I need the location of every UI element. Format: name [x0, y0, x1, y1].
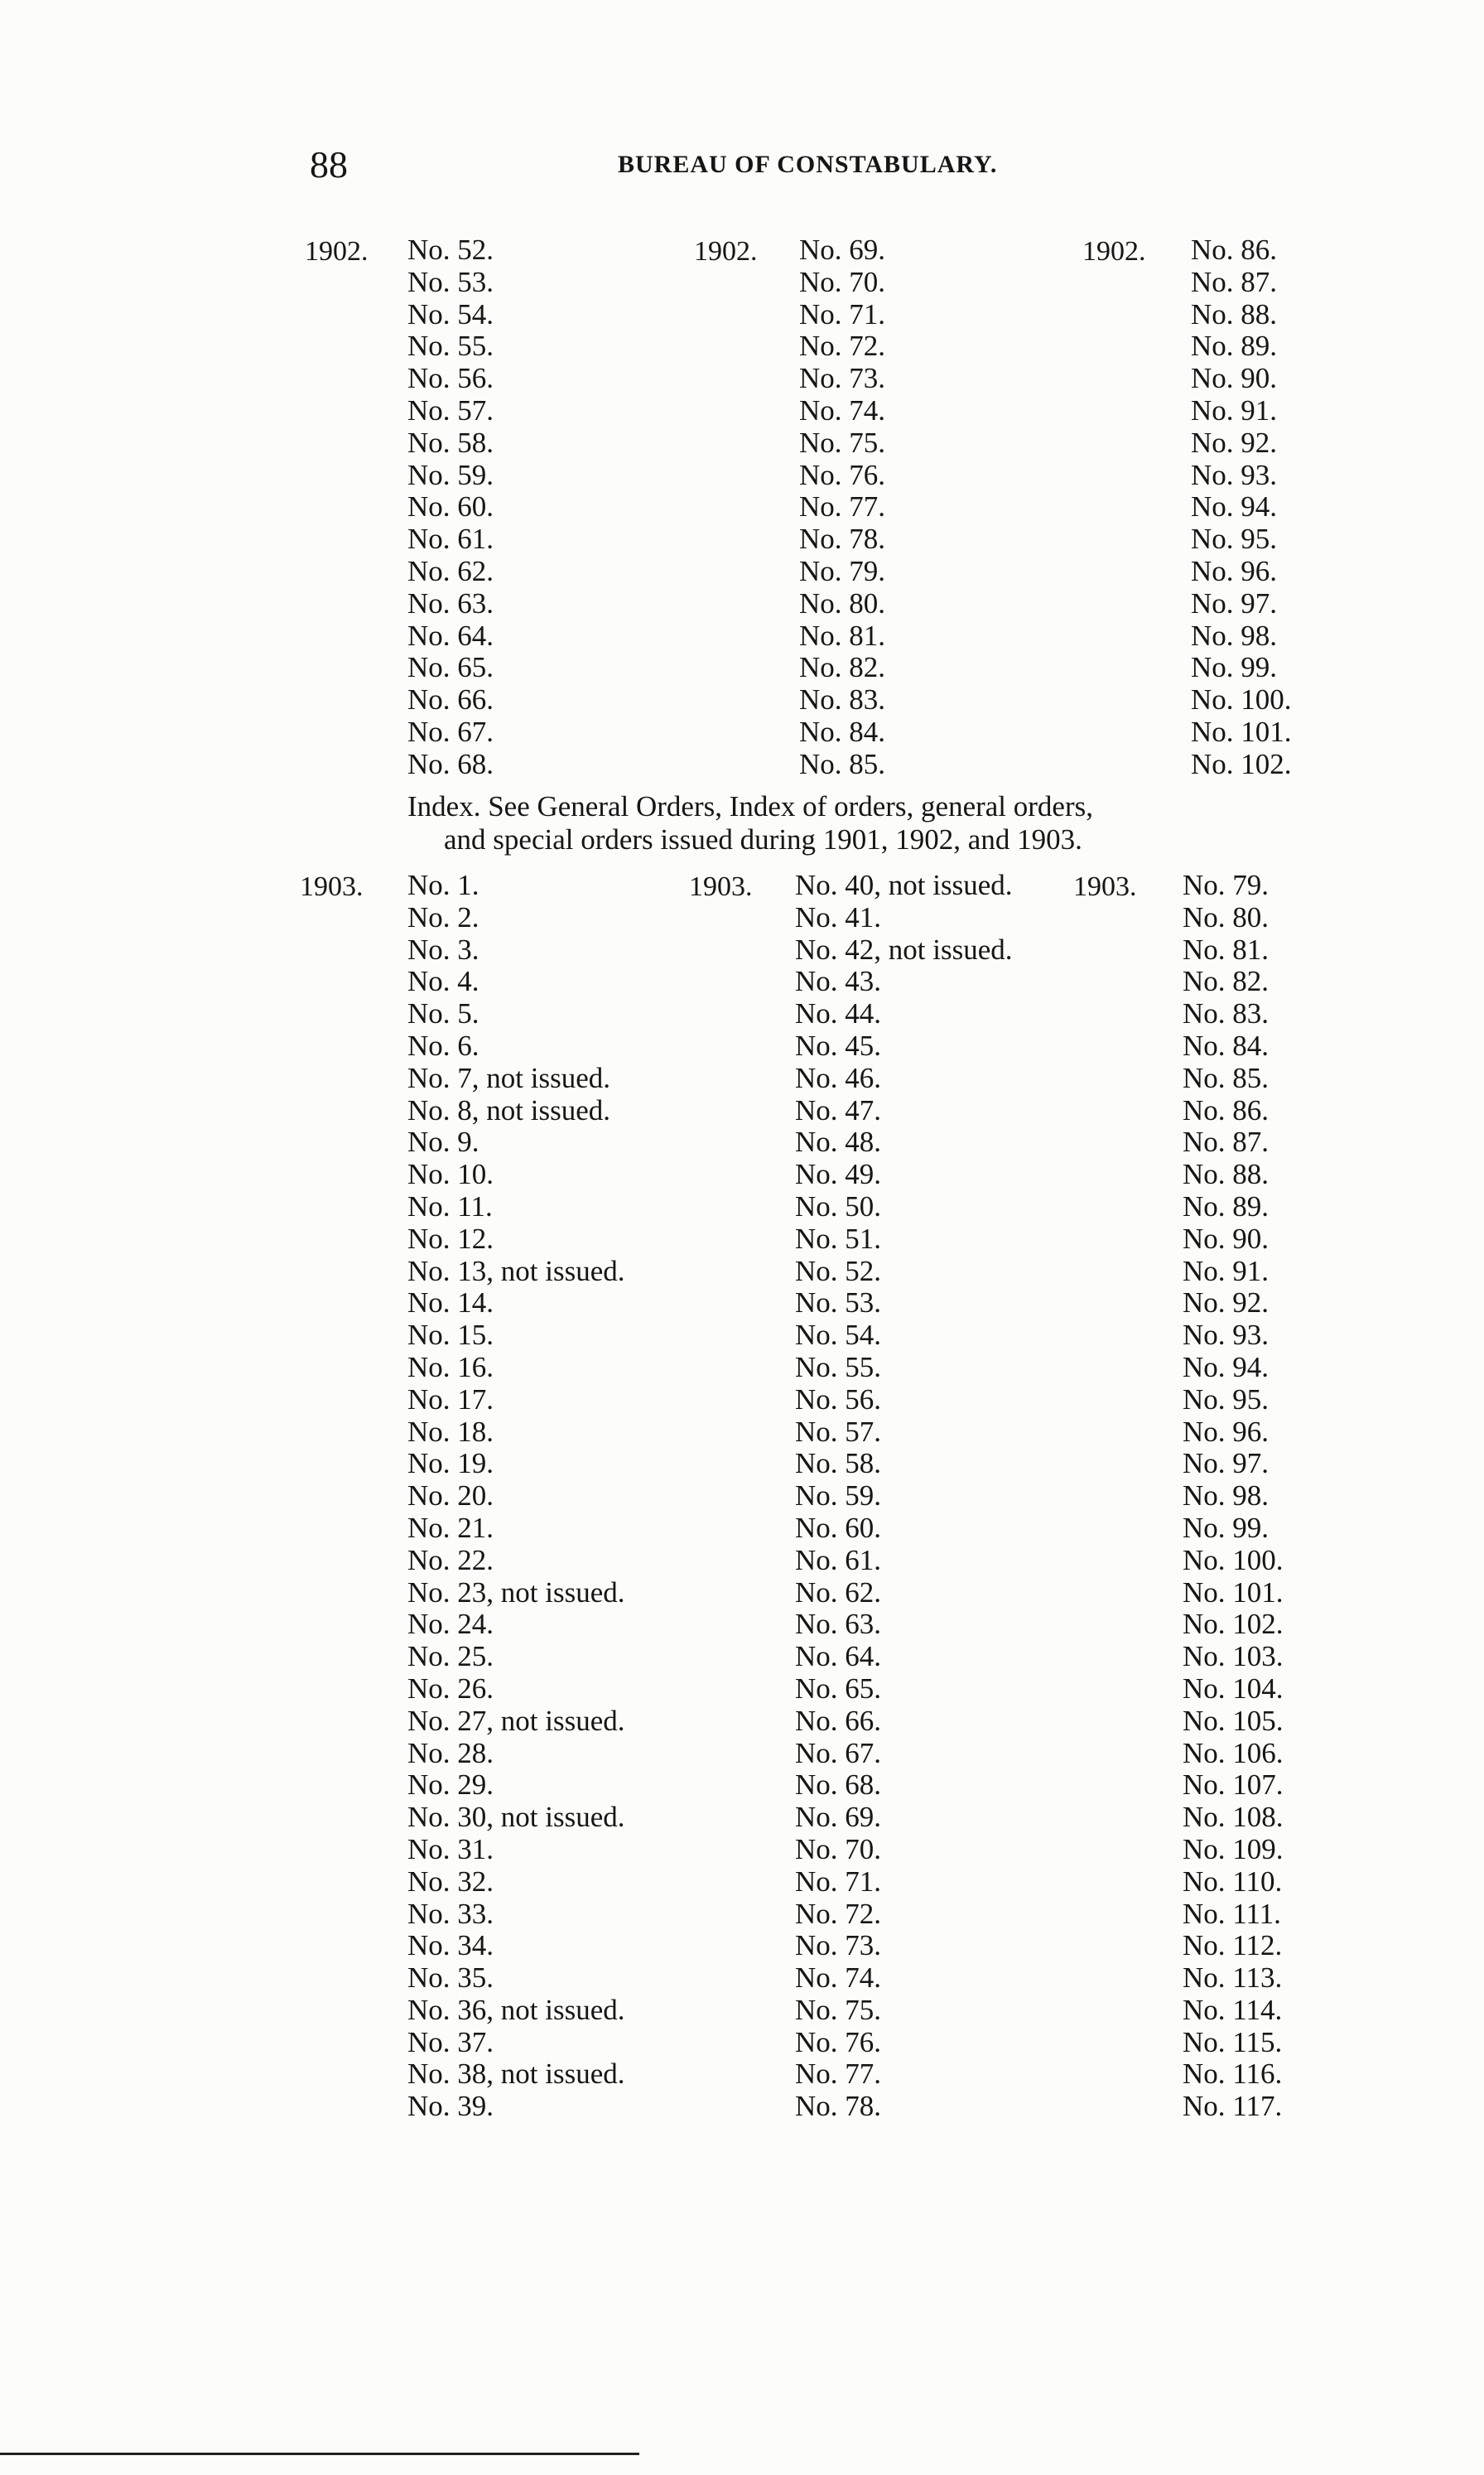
order-entry: No. 64. [407, 619, 494, 652]
order-entry: No. 68. [407, 747, 494, 780]
order-entry: No. 73. [799, 362, 886, 395]
order-entry: No. 56. [795, 1382, 882, 1416]
order-entry: No. 38, not issued. [407, 2058, 625, 2091]
order-entry: No. 56. [407, 362, 494, 395]
order-entry: No. 35. [407, 1961, 494, 1995]
order-entry: No. 6. [407, 1029, 479, 1062]
order-entry: No. 91. [1191, 393, 1278, 427]
order-entry: No. 101. [1183, 1575, 1284, 1609]
order-entry: No. 77. [795, 2058, 882, 2091]
order-entry: No. 65. [795, 1672, 882, 1705]
order-entry: No. 34. [407, 1929, 494, 1962]
order-entry: No. 80. [1183, 900, 1270, 934]
order-entry: No. 92. [1191, 426, 1278, 459]
order-entry: No. 19. [407, 1447, 494, 1480]
order-entry: No. 116. [1183, 2058, 1283, 2091]
order-entry: No. 13, not issued. [407, 1254, 625, 1287]
order-entry: No. 55. [795, 1350, 882, 1383]
order-entry: No. 29. [407, 1768, 494, 1802]
order-entry: No. 88. [1183, 1158, 1270, 1191]
order-entry: No. 89. [1191, 330, 1278, 363]
order-entry: No. 40, not issued. [795, 869, 1013, 901]
order-entry: No. 59. [407, 458, 494, 491]
order-entry: No. 43. [795, 965, 882, 998]
index-note-line: Index. See General Orders, Index of orders, general orders, [407, 790, 1093, 823]
order-entry: No. 76. [799, 458, 886, 491]
order-entry: No. 66. [795, 1704, 882, 1737]
order-entry: No. 20. [407, 1479, 494, 1512]
order-entry: No. 98. [1183, 1479, 1270, 1512]
order-entry: No. 26. [407, 1672, 494, 1705]
order-entry: No. 70. [795, 1832, 882, 1865]
order-entry: No. 52. [795, 1254, 882, 1287]
order-entry: No. 70. [799, 265, 886, 298]
order-entry: No. 105. [1183, 1704, 1284, 1737]
order-column [1183, 870, 1284, 2123]
order-entry: No. 100. [1191, 683, 1292, 716]
order-entry: No. 60. [795, 1511, 882, 1544]
order-entry: No. 25. [407, 1640, 494, 1673]
order-entry: No. 108. [1183, 1801, 1284, 1834]
order-entry: No. 96. [1183, 1415, 1270, 1448]
order-entry: No. 114. [1183, 1993, 1283, 2026]
order-entry: No. 112. [1183, 1929, 1283, 1962]
order-entry: No. 98. [1191, 619, 1278, 652]
year-label: 1902. [305, 236, 369, 267]
year-label: 1902. [1082, 236, 1146, 267]
order-entry: No. 22. [407, 1543, 494, 1576]
order-entry: No. 72. [795, 1897, 882, 1930]
order-entry: No. 94. [1183, 1350, 1270, 1383]
order-entry: No. 90. [1191, 362, 1278, 395]
order-entry: No. 55. [407, 330, 494, 363]
order-entry: No. 76. [795, 2025, 882, 2058]
order-entry: No. 9. [407, 1126, 479, 1159]
order-entry: No. 80. [799, 586, 886, 620]
order-entry: No. 93. [1183, 1319, 1270, 1352]
order-entry: No. 78. [799, 523, 886, 556]
order-entry: No. 99. [1191, 651, 1278, 684]
order-entry: No. 37. [407, 2025, 494, 2058]
order-entry: No. 65. [407, 651, 494, 684]
order-entry: No. 23, not issued. [407, 1575, 625, 1609]
order-entry: No. 58. [795, 1447, 882, 1480]
order-entry: No. 99. [1183, 1511, 1270, 1544]
order-entry: No. 45. [795, 1029, 882, 1062]
order-entry: No. 109. [1183, 1832, 1284, 1865]
order-entry: No. 91. [1183, 1254, 1270, 1287]
order-entry: No. 14. [407, 1286, 494, 1320]
order-entry: No. 88. [1191, 297, 1278, 330]
order-entry: No. 69. [795, 1801, 882, 1834]
order-entry: No. 84. [1183, 1029, 1270, 1062]
order-entry: No. 115. [1183, 2025, 1283, 2058]
order-entry: No. 96. [1191, 554, 1278, 587]
order-entry: No. 81. [1183, 933, 1270, 966]
order-entry: No. 54. [795, 1319, 882, 1352]
order-entry: No. 32. [407, 1865, 494, 1898]
year-label: 1903. [300, 871, 364, 902]
order-entry: No. 110. [1183, 1865, 1283, 1898]
index-note-line: and special orders issued during 1901, 1902, and 1903. [444, 823, 1082, 856]
order-entry: No. 8, not issued. [407, 1093, 610, 1127]
order-entry: No. 72. [799, 330, 886, 363]
order-entry: No. 97. [1191, 586, 1278, 620]
order-entry: No. 44. [795, 997, 882, 1030]
order-entry: No. 104. [1183, 1672, 1284, 1705]
order-entry: No. 68. [795, 1768, 882, 1802]
order-entry: No. 106. [1183, 1736, 1284, 1769]
year-label: 1903. [1073, 871, 1137, 902]
order-entry: No. 95. [1183, 1382, 1270, 1416]
order-entry: No. 61. [407, 523, 494, 556]
order-column [407, 870, 625, 2123]
order-entry: No. 87. [1183, 1126, 1270, 1159]
order-column [407, 234, 494, 781]
order-entry: No. 86. [1183, 1093, 1270, 1127]
order-entry: No. 46. [795, 1061, 882, 1094]
order-entry: No. 89. [1183, 1189, 1270, 1223]
order-entry: No. 53. [407, 265, 494, 298]
order-entry: No. 33. [407, 1897, 494, 1930]
order-entry: No. 64. [795, 1640, 882, 1673]
order-entry: No. 39. [407, 2090, 494, 2123]
order-entry: No. 16. [407, 1350, 494, 1383]
order-column [799, 234, 885, 781]
order-entry: No. 95. [1191, 523, 1278, 556]
order-entry: No. 74. [799, 393, 886, 427]
order-entry: No. 85. [1183, 1061, 1270, 1094]
order-entry: No. 71. [799, 297, 886, 330]
order-entry: No. 4. [407, 965, 479, 998]
order-entry: No. 49. [795, 1158, 882, 1191]
order-entry: No. 87. [1191, 265, 1278, 298]
order-entry: No. 62. [795, 1575, 882, 1609]
order-entry: No. 92. [1183, 1286, 1270, 1320]
order-entry: No. 75. [795, 1993, 882, 2026]
order-entry: No. 111. [1183, 1897, 1281, 1930]
order-entry: No. 102. [1183, 1608, 1284, 1641]
order-entry: No. 83. [1183, 997, 1270, 1030]
order-entry: No. 86. [1191, 234, 1278, 266]
footer-rule [0, 2453, 639, 2455]
order-entry: No. 79. [1183, 869, 1270, 901]
year-label: 1902. [694, 236, 758, 267]
order-entry: No. 83. [799, 683, 886, 716]
order-entry: No. 84. [799, 715, 886, 748]
order-entry: No. 7, not issued. [407, 1061, 610, 1094]
order-entry: No. 51. [795, 1222, 882, 1255]
order-entry: No. 31. [407, 1832, 494, 1865]
order-entry: No. 103. [1183, 1640, 1284, 1673]
order-entry: No. 28. [407, 1736, 494, 1769]
order-entry: No. 3. [407, 933, 479, 966]
order-entry: No. 30, not issued. [407, 1801, 625, 1834]
order-entry: No. 73. [795, 1929, 882, 1962]
order-column [1191, 234, 1292, 781]
order-entry: No. 79. [799, 554, 886, 587]
order-entry: No. 66. [407, 683, 494, 716]
order-entry: No. 21. [407, 1511, 494, 1544]
order-entry: No. 78. [795, 2090, 882, 2123]
order-entry: No. 67. [795, 1736, 882, 1769]
order-entry: No. 52. [407, 234, 494, 266]
order-entry: No. 74. [795, 1961, 882, 1995]
order-entry: No. 11. [407, 1189, 493, 1223]
year-label: 1903. [689, 871, 753, 902]
order-entry: No. 50. [795, 1189, 882, 1223]
order-entry: No. 100. [1183, 1543, 1284, 1576]
order-entry: No. 1. [407, 869, 479, 901]
order-entry: No. 24. [407, 1608, 494, 1641]
order-entry: No. 81. [799, 619, 886, 652]
order-entry: No. 101. [1191, 715, 1292, 748]
order-entry: No. 54. [407, 297, 494, 330]
order-entry: No. 36, not issued. [407, 1993, 625, 2026]
order-entry: No. 17. [407, 1382, 494, 1416]
order-entry: No. 94. [1191, 490, 1278, 523]
order-entry: No. 41. [795, 900, 882, 934]
order-entry: No. 117. [1183, 2090, 1283, 2123]
order-column [795, 870, 1013, 2123]
order-entry: No. 67. [407, 715, 494, 748]
order-entry: No. 2. [407, 900, 479, 934]
order-entry: No. 60. [407, 490, 494, 523]
order-entry: No. 48. [795, 1126, 882, 1159]
order-entry: No. 93. [1191, 458, 1278, 491]
order-entry: No. 57. [407, 393, 494, 427]
page-title: BUREAU OF CONSTABULARY. [618, 151, 998, 178]
order-entry: No. 82. [799, 651, 886, 684]
index-note [407, 790, 1093, 856]
order-entry: No. 69. [799, 234, 886, 266]
order-entry: No. 63. [795, 1608, 882, 1641]
order-entry: No. 42, not issued. [795, 933, 1013, 966]
order-entry: No. 113. [1183, 1961, 1283, 1995]
page-number: 88 [310, 143, 348, 186]
order-entry: No. 5. [407, 997, 479, 1030]
order-entry: No. 18. [407, 1415, 494, 1448]
order-entry: No. 97. [1183, 1447, 1270, 1480]
order-entry: No. 62. [407, 554, 494, 587]
order-entry: No. 10. [407, 1158, 494, 1191]
order-entry: No. 58. [407, 426, 494, 459]
order-entry: No. 47. [795, 1093, 882, 1127]
order-entry: No. 90. [1183, 1222, 1270, 1255]
order-entry: No. 57. [795, 1415, 882, 1448]
order-entry: No. 77. [799, 490, 886, 523]
order-entry: No. 53. [795, 1286, 882, 1320]
order-entry: No. 63. [407, 586, 494, 620]
order-entry: No. 85. [799, 747, 886, 780]
order-entry: No. 61. [795, 1543, 882, 1576]
order-entry: No. 82. [1183, 965, 1270, 998]
order-entry: No. 102. [1191, 747, 1292, 780]
order-entry: No. 15. [407, 1319, 494, 1352]
order-entry: No. 107. [1183, 1768, 1284, 1802]
order-entry: No. 12. [407, 1222, 494, 1255]
order-entry: No. 59. [795, 1479, 882, 1512]
order-entry: No. 75. [799, 426, 886, 459]
order-entry: No. 27, not issued. [407, 1704, 625, 1737]
order-entry: No. 71. [795, 1865, 882, 1898]
